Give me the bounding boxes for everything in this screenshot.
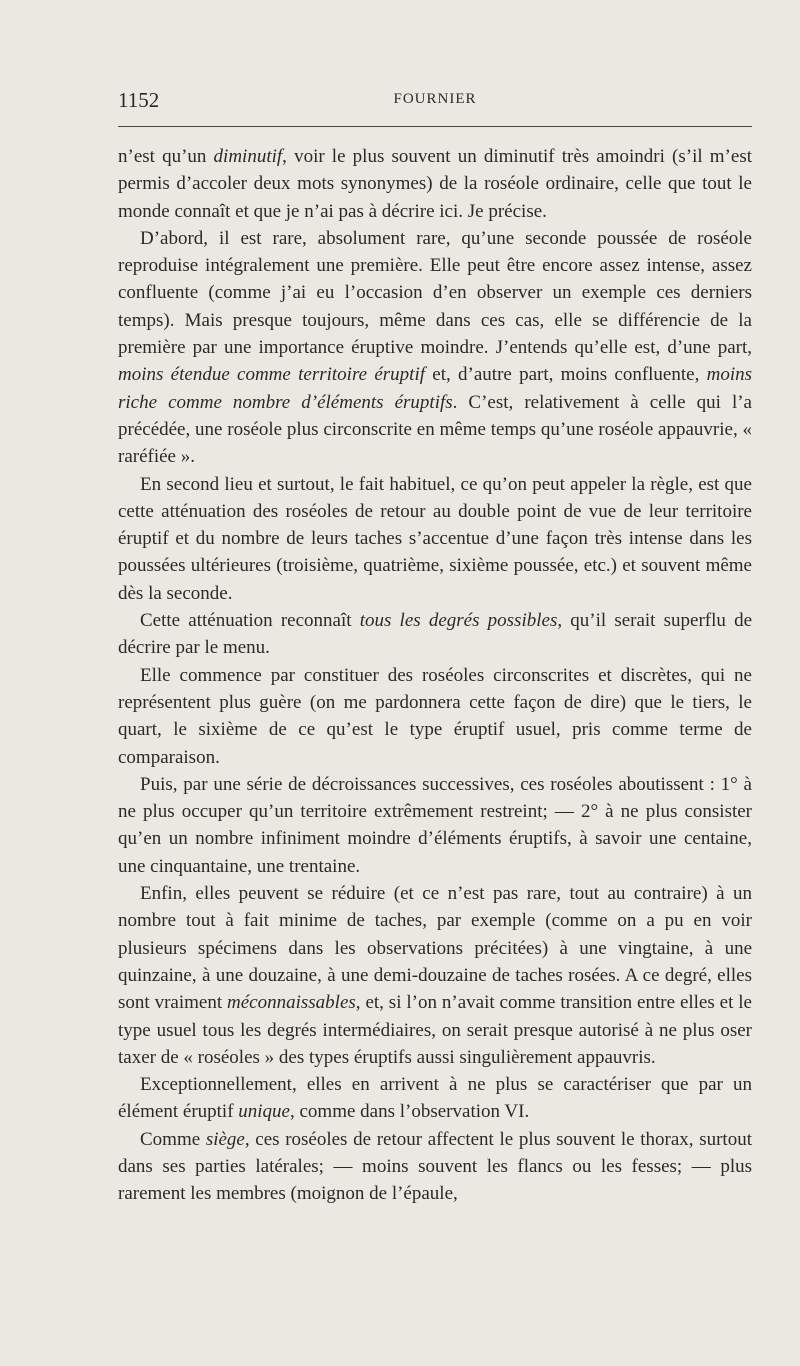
paragraph (118, 471, 752, 607)
page-header (118, 88, 752, 112)
italic-run: moins riche comme nombre d’éléments éruptifs (118, 364, 753, 413)
paragraph (118, 1126, 752, 1208)
page-number: 1152 (118, 88, 160, 112)
paragraph (118, 880, 752, 1071)
paragraph (118, 225, 752, 471)
text-run: Elle commence par constituer des roséoles circonscrites et discrètes, qui ne représentent plus guère (on me pardonnera cette façon de dire) que le tiers, le quart, le sixième de ce qu’est le type éruptif usuel, pris comme terme de comparaison. (118, 664, 752, 768)
text-run: , et, si l’on n’avait comme transition entre elles et le type usuel tous les degrés intermédiaires, on serait presque autorisé à ne plus oser taxer de « roséoles » des types éruptifs aussi singulièrement appauvris. (118, 992, 752, 1068)
paragraph (118, 143, 752, 225)
paragraph (118, 771, 752, 880)
text-run: , comme dans l’observation VI. (290, 1101, 530, 1123)
text-run: Cette atténuation reconnaît (140, 610, 360, 632)
text-run: , qu’il serait superflu de décrire par le menu. (118, 610, 752, 659)
text-run: Enfin, elles peuvent se réduire (et ce n’est pas rare, tout au contraire) à un nombre tout à fait minime de taches, par exemple (comme on a pu en voir plusieurs spécimens dans les observations précitées) à une vingtaine, à une quinzaine, à une douzaine, à une demi-douzaine de taches rosées. A ce degré, elles sont vraiment (118, 883, 752, 1014)
paragraph (118, 1071, 752, 1126)
italic-run: diminutif (213, 146, 283, 167)
italic-run: méconnaissables (227, 992, 356, 1014)
text-run: Comme (140, 1128, 206, 1150)
paragraph (118, 662, 752, 771)
text-run: et, d’autre part, moins confluente, (425, 364, 707, 386)
italic-run: tous les degrés possibles (359, 610, 558, 632)
text-run: En second lieu et surtout, le fait habituel, ce qu’on peut appeler la règle, est que cette atténuation des roséoles de retour au double point de vue de leur territoire éruptif et du nombre de leurs taches s’accentue d’une façon très intense dans les poussées ultérieures (troisième, quatrième, sixième poussée, etc.) et souvent même dès la seconde. (118, 473, 752, 604)
text-run: , voir le plus souvent un diminutif très amoindri (s’il m’est permis d’accoler deux mots synonymes) de la roséole ordinaire, celle que tout le monde connaît et que je n’ai pas à décrire ici. Je précise. (118, 146, 752, 222)
text-run: Puis, par une série de décroissances successives, ces roséoles aboutissent : 1° à ne plus occuper qu’un territoire extrêmement restreint; — 2° à ne plus consister qu’en un nombre infiniment moindre d’éléments éruptifs, à savoir une centaine, une cinquantaine, une trentaine. (118, 773, 752, 877)
italic-run: siège (205, 1128, 245, 1150)
italic-run: moins étendue comme territoire éruptif (118, 364, 426, 386)
text-run: D’abord, il est rare, absolument rare, qu’une seconde poussée de roséole reproduise intégralement une première. Elle peut être encore assez intense, assez confluente (comme j’ai eu l’occasion d’en observer un exemple ces derniers temps). Mais presque toujours, même dans ces cas, elle se différencie de la première par une importance éruptive moindre. J’entends qu’elle est, d’une part, (118, 227, 752, 359)
italic-run: unique (238, 1101, 290, 1123)
text-run: Exceptionnellement, elles en arrivent à ne plus se caractériser que par un élément éruptif (118, 1074, 752, 1123)
header-rule (118, 126, 752, 127)
paragraph (118, 607, 752, 662)
text-run: n’est qu’un (118, 146, 214, 167)
running-head: FOURNIER (393, 91, 477, 107)
text-run: . C’est, relativement à celle qui l’a précédée, une roséole plus circonscrite en même temps qu’une roséole appauvrie, « raréfiée ». (118, 391, 752, 468)
body-text (118, 143, 752, 1208)
text-run: , ces roséoles de retour affectent le plus souvent le thorax, surtout dans ses parties latérales; — moins souvent les flancs ou les fesses; — plus rarement les membres (moignon de l’épaule, (118, 1128, 752, 1205)
